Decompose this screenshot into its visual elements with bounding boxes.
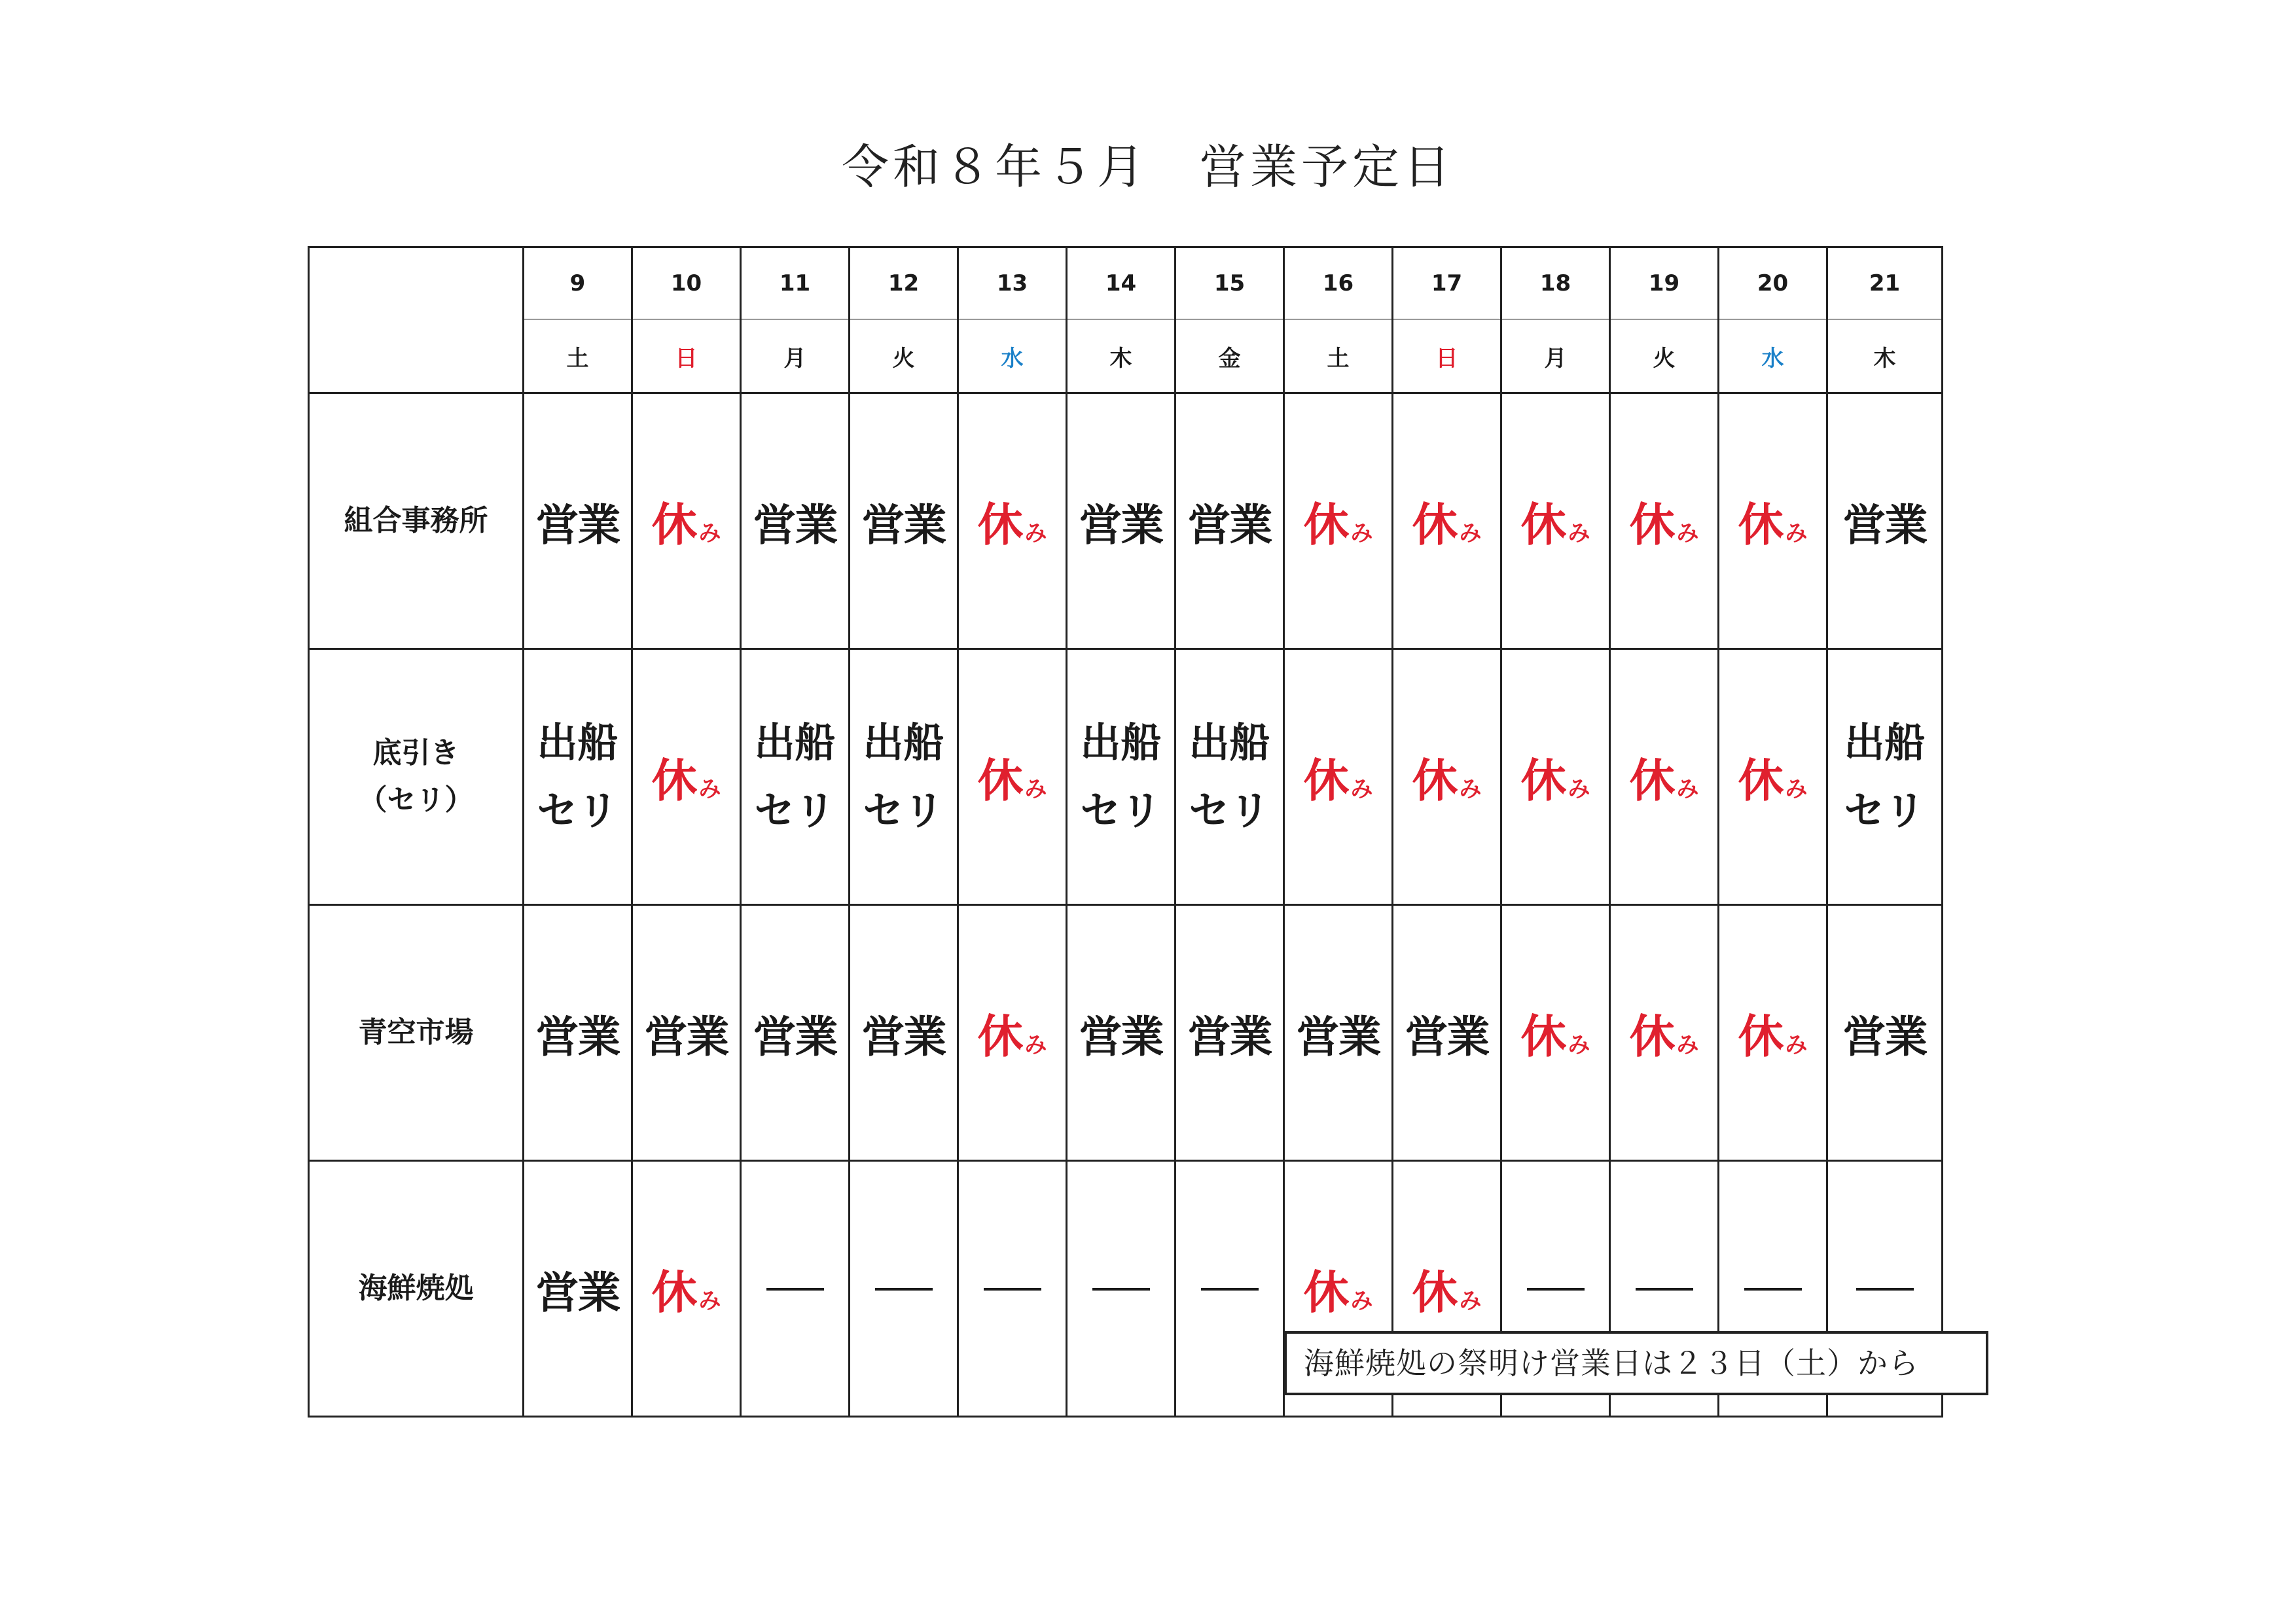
closed-suffix-text: み (1459, 520, 1482, 546)
ship-text: 出船 (863, 719, 944, 766)
closed-main-text: 休 (1520, 753, 1567, 808)
closed-main-text: 休 (977, 497, 1024, 552)
date-cell: 20 (1719, 247, 1827, 320)
closed-suffix-text: み (1568, 520, 1590, 546)
closed-main-text: 休 (1629, 1009, 1676, 1063)
status-open-cell: 営業 (524, 1161, 632, 1417)
closed-suffix-text: み (1676, 776, 1699, 802)
closed-suffix-text: み (698, 776, 721, 802)
not-applicable-dash (1527, 1288, 1585, 1291)
row-label (309, 1161, 524, 1417)
status-na-cell (741, 1161, 850, 1417)
status-na-cell (850, 1161, 958, 1417)
closed-suffix-text: み (1676, 520, 1699, 546)
status-open-cell: 営業 (1067, 905, 1175, 1161)
status-open-cell: 営業 (632, 905, 741, 1161)
ship-text: 出船 (1080, 719, 1162, 766)
row-label-line: 組合事務所 (344, 504, 488, 537)
status-na-cell (1067, 1161, 1175, 1417)
weekday-cell: 金 (1175, 319, 1284, 393)
status-open-cell: 営業 (1175, 393, 1284, 649)
closed-suffix-text: み (1350, 1287, 1373, 1314)
weekday-cell: 木 (1067, 319, 1175, 393)
date-cell: 16 (1284, 247, 1393, 320)
closed-suffix-text: み (1568, 776, 1590, 802)
status-closed-cell (1284, 649, 1393, 905)
date-cell: 12 (850, 247, 958, 320)
ship-text: 出船 (1844, 719, 1926, 766)
auction-text: セリ (863, 787, 944, 834)
status-closed-cell (1719, 393, 1827, 649)
closed-main-text: 休 (977, 753, 1024, 808)
date-cell: 18 (1501, 247, 1610, 320)
auction-text: セリ (754, 787, 836, 834)
status-closed-cell (1393, 393, 1501, 649)
auction-text: セリ (1080, 787, 1162, 834)
weekday-cell: 月 (1501, 319, 1610, 393)
date-cell: 15 (1175, 247, 1284, 320)
closed-main-text: 休 (1629, 753, 1676, 808)
status-closed-cell (1501, 649, 1610, 905)
closed-main-text: 休 (651, 497, 698, 552)
status-open-cell: 営業 (1284, 905, 1393, 1161)
closed-main-text: 休 (1520, 1009, 1567, 1063)
page-title: 令和８年５月 営業予定日 (841, 139, 1454, 194)
not-applicable-dash (984, 1288, 1041, 1291)
auction-text: セリ (1844, 787, 1926, 834)
not-applicable-dash (766, 1288, 824, 1291)
status-ship-auction-cell (741, 649, 850, 905)
closed-main-text: 休 (1738, 753, 1784, 808)
closed-suffix-text: み (1676, 1031, 1699, 1058)
business-schedule-table (308, 246, 1943, 1418)
date-cell: 21 (1827, 247, 1943, 320)
date-header-row (309, 247, 1943, 320)
status-closed-cell (958, 393, 1067, 649)
closed-main-text: 休 (1412, 497, 1458, 552)
status-closed-cell (1610, 649, 1719, 905)
schedule-row (309, 905, 1943, 1161)
closed-suffix-text: み (698, 520, 721, 546)
row-label-line: （セリ） (358, 783, 474, 817)
closed-suffix-text: み (1024, 1031, 1047, 1058)
closed-main-text: 休 (1303, 753, 1350, 808)
status-closed-cell (1393, 649, 1501, 905)
status-closed-cell (1501, 393, 1610, 649)
status-ship-auction-cell (524, 649, 632, 905)
closed-suffix-text: み (1459, 776, 1482, 802)
status-ship-auction-cell (850, 649, 958, 905)
closed-main-text: 休 (1520, 497, 1567, 552)
weekday-cell: 水 (958, 319, 1067, 393)
row-label (309, 905, 524, 1161)
status-closed-cell (1284, 393, 1393, 649)
status-open-cell: 営業 (1175, 905, 1284, 1161)
status-closed-cell (958, 649, 1067, 905)
weekday-cell: 火 (1610, 319, 1719, 393)
ship-text: 出船 (754, 719, 836, 766)
auction-text: セリ (1189, 787, 1270, 834)
date-cell: 9 (524, 247, 632, 320)
weekday-cell: 木 (1827, 319, 1943, 393)
date-cell: 19 (1610, 247, 1719, 320)
closed-suffix-text: み (1785, 776, 1808, 802)
not-applicable-dash (1744, 1288, 1802, 1291)
status-open-cell: 営業 (741, 393, 850, 649)
weekday-header-row (309, 319, 1943, 393)
header-corner-cell (309, 247, 524, 393)
closed-main-text: 休 (1738, 1009, 1784, 1063)
closed-main-text: 休 (651, 1265, 698, 1319)
weekday-cell: 土 (524, 319, 632, 393)
status-closed-cell (632, 649, 741, 905)
row-label-line: 底引き (372, 736, 459, 770)
closed-main-text: 休 (1303, 497, 1350, 552)
status-open-cell: 営業 (850, 393, 958, 649)
status-open-cell: 営業 (524, 393, 632, 649)
status-closed-cell (1610, 905, 1719, 1161)
status-ship-auction-cell (1827, 649, 1943, 905)
closed-main-text: 休 (651, 753, 698, 808)
schedule-row (309, 649, 1943, 905)
row-label-line: 青空市場 (358, 1016, 474, 1049)
date-cell: 10 (632, 247, 741, 320)
not-applicable-dash (1092, 1288, 1150, 1291)
schedule-row (309, 393, 1943, 649)
auction-text: セリ (537, 787, 619, 834)
row-label (309, 393, 524, 649)
status-open-cell: 営業 (1827, 905, 1943, 1161)
weekday-cell: 水 (1719, 319, 1827, 393)
date-cell: 14 (1067, 247, 1175, 320)
ship-text: 出船 (537, 719, 619, 766)
not-applicable-dash (1636, 1288, 1693, 1291)
closed-suffix-text: み (698, 1287, 721, 1314)
weekday-cell: 土 (1284, 319, 1393, 393)
status-closed-cell (632, 1161, 741, 1417)
status-na-cell (958, 1161, 1067, 1417)
closed-main-text: 休 (1412, 753, 1458, 808)
closed-main-text: 休 (1412, 1265, 1458, 1319)
not-applicable-dash (1856, 1288, 1914, 1291)
weekday-cell: 月 (741, 319, 850, 393)
weekday-cell: 火 (850, 319, 958, 393)
date-cell: 17 (1393, 247, 1501, 320)
closed-main-text: 休 (977, 1009, 1024, 1063)
status-open-cell: 営業 (741, 905, 850, 1161)
status-closed-cell (632, 393, 741, 649)
date-cell: 11 (741, 247, 850, 320)
status-open-cell: 営業 (1393, 905, 1501, 1161)
row-label (309, 649, 524, 905)
date-cell: 13 (958, 247, 1067, 320)
status-open-cell: 営業 (524, 905, 632, 1161)
status-na-cell (1175, 1161, 1284, 1417)
festival-note: 海鮮焼処の祭明け営業日は２３日（土）から (1284, 1331, 1988, 1395)
status-open-cell: 営業 (1827, 393, 1943, 649)
closed-suffix-text: み (1350, 776, 1373, 802)
not-applicable-dash (1201, 1288, 1259, 1291)
status-ship-auction-cell (1175, 649, 1284, 905)
closed-suffix-text: み (1459, 1287, 1482, 1314)
closed-main-text: 休 (1629, 497, 1676, 552)
status-closed-cell (1501, 905, 1610, 1161)
closed-suffix-text: み (1024, 520, 1047, 546)
closed-suffix-text: み (1785, 1031, 1808, 1058)
status-closed-cell (1610, 393, 1719, 649)
status-closed-cell (1719, 649, 1827, 905)
row-label-line: 海鮮焼処 (358, 1272, 474, 1305)
weekday-cell: 日 (632, 319, 741, 393)
closed-suffix-text: み (1785, 520, 1808, 546)
weekday-cell: 日 (1393, 319, 1501, 393)
closed-suffix-text: み (1568, 1031, 1590, 1058)
status-closed-cell (1719, 905, 1827, 1161)
status-open-cell: 営業 (1067, 393, 1175, 649)
status-ship-auction-cell (1067, 649, 1175, 905)
closed-suffix-text: み (1024, 776, 1047, 802)
ship-text: 出船 (1189, 719, 1270, 766)
closed-main-text: 休 (1303, 1265, 1350, 1319)
closed-main-text: 休 (1738, 497, 1784, 552)
status-open-cell: 営業 (850, 905, 958, 1161)
not-applicable-dash (875, 1288, 933, 1291)
status-closed-cell (958, 905, 1067, 1161)
closed-suffix-text: み (1350, 520, 1373, 546)
